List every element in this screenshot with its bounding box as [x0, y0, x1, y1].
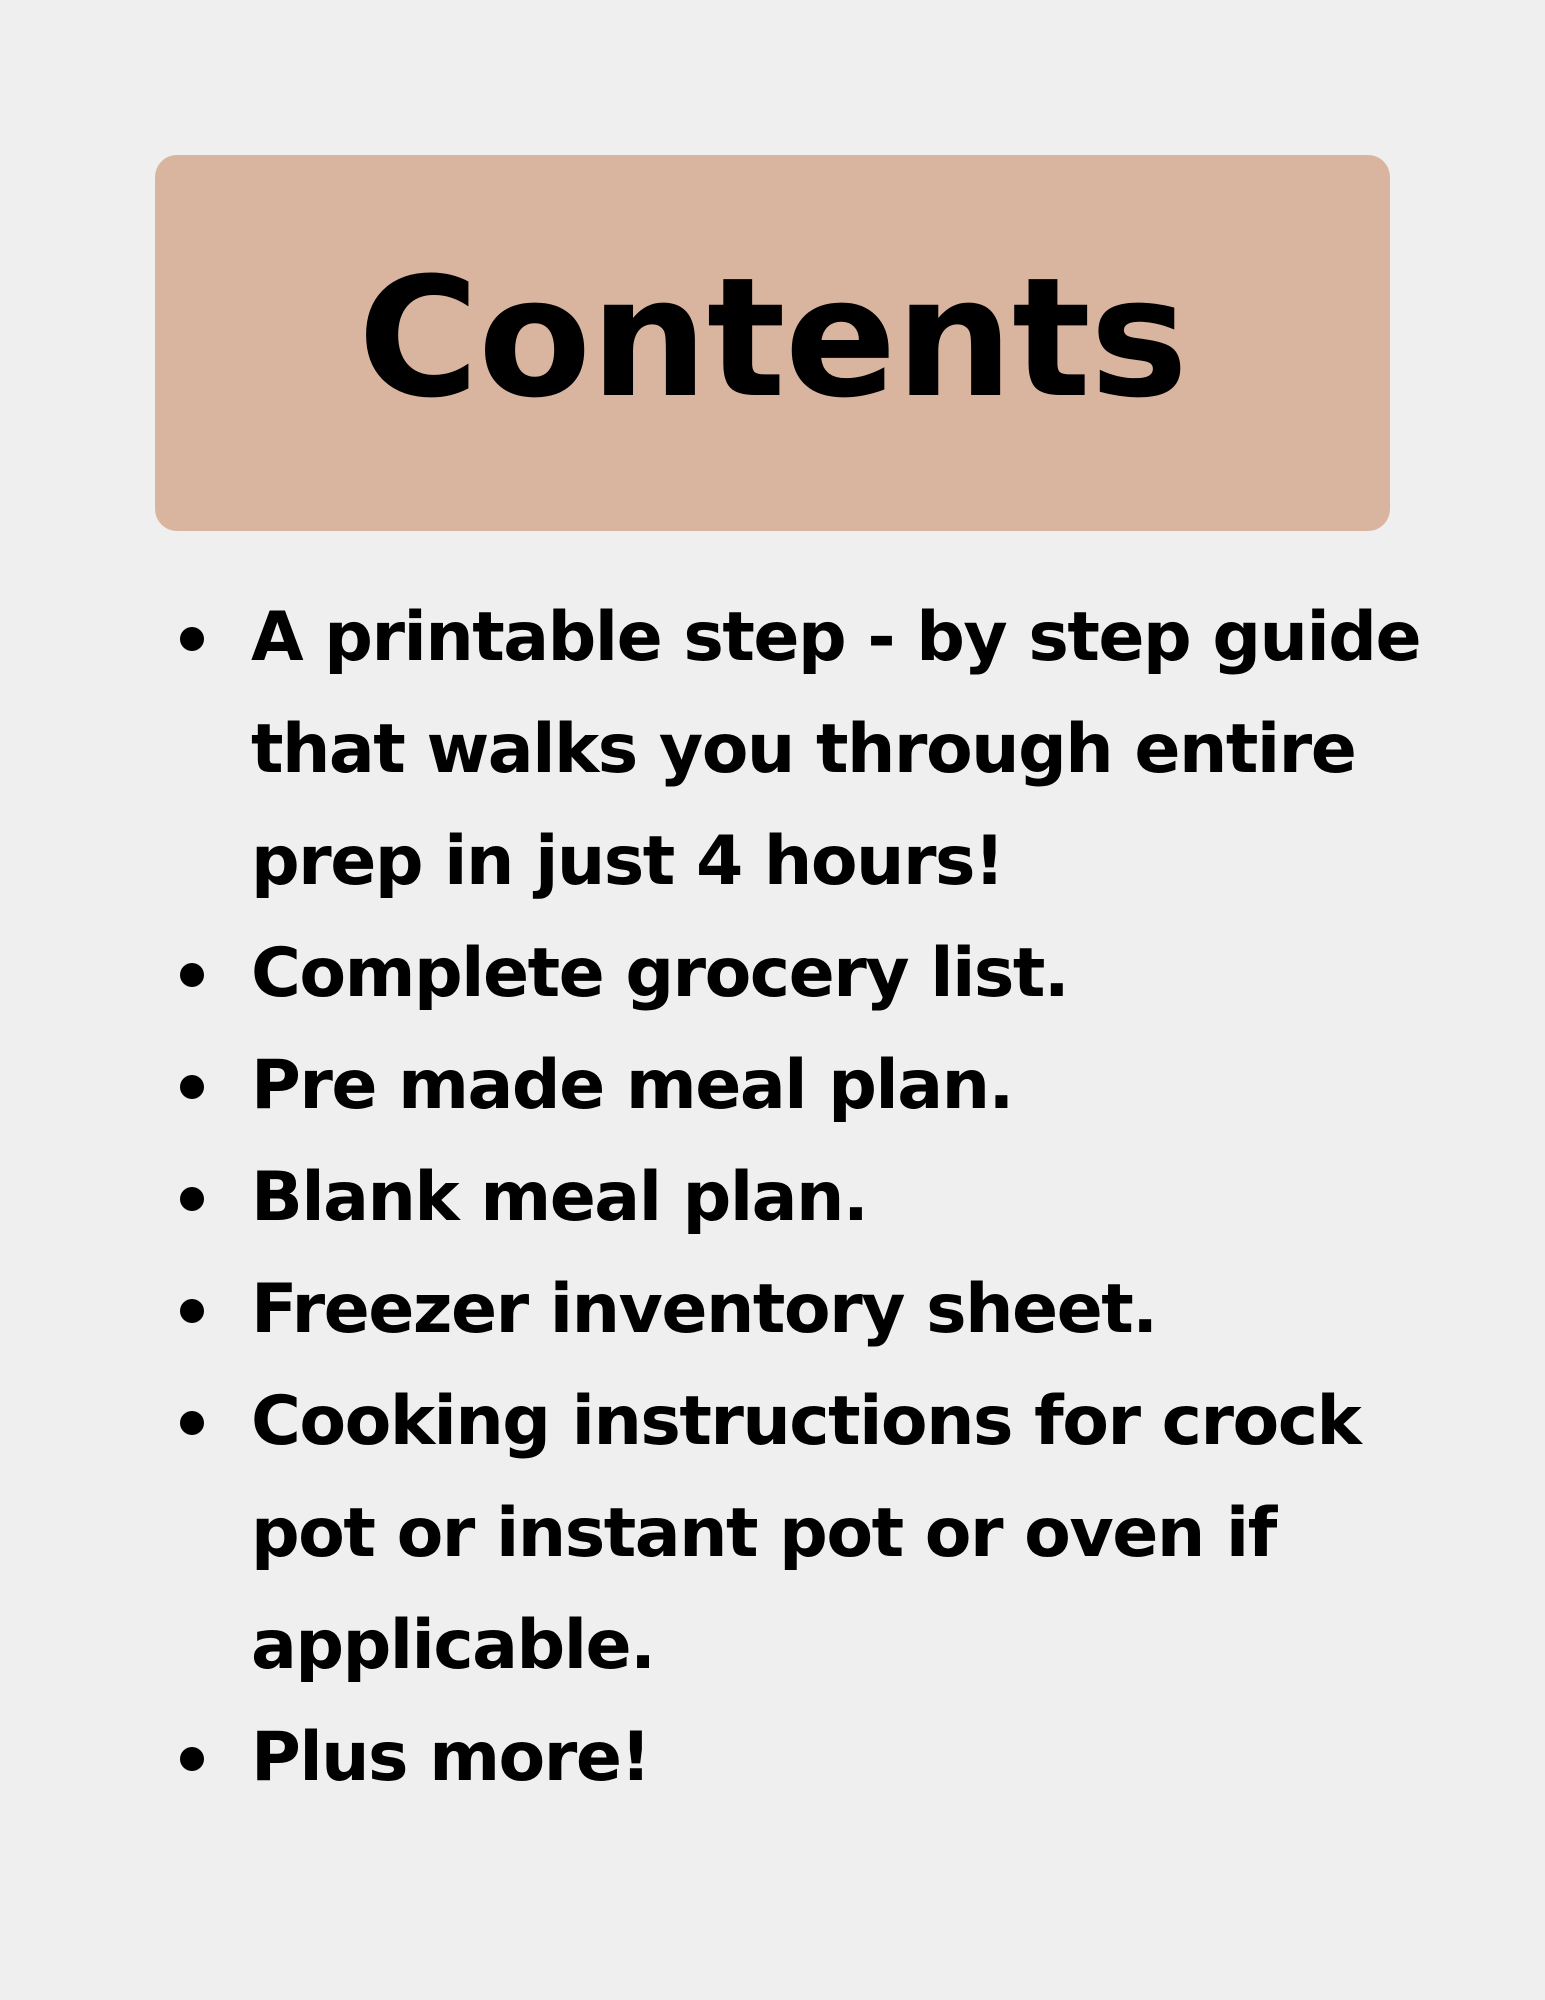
- item-line: Pre made meal plan.: [251, 1046, 1013, 1125]
- item-line: Blank meal plan.: [251, 1158, 868, 1237]
- list-item: [175, 1030, 1515, 1142]
- list-item: [175, 1142, 1515, 1254]
- bullet-icon: [180, 1075, 204, 1099]
- list-item: [175, 1702, 1515, 1814]
- bullet-icon: [180, 1187, 204, 1211]
- bullet-icon: [180, 1411, 204, 1435]
- item-line: prep in just 4 hours!: [251, 822, 1004, 901]
- page-title: Contents: [357, 241, 1188, 434]
- bullet-icon: [180, 1299, 204, 1323]
- list-item: [175, 1254, 1515, 1366]
- item-line: pot or instant pot or oven if: [251, 1494, 1276, 1573]
- item-line: applicable.: [251, 1606, 655, 1685]
- list-item: [175, 582, 1515, 918]
- item-line: Plus more!: [251, 1718, 650, 1797]
- list-item: [175, 1366, 1515, 1702]
- item-line: that walks you through entire: [251, 710, 1356, 789]
- bullet-icon: [180, 1747, 204, 1771]
- list-item: [175, 918, 1515, 1030]
- contents-list: [175, 582, 1515, 1814]
- bullet-icon: [180, 963, 204, 987]
- item-line: Cooking instructions for crock: [251, 1382, 1361, 1461]
- title-banner: [155, 155, 1390, 531]
- item-line: Freezer inventory sheet.: [251, 1270, 1157, 1349]
- item-line: A printable step - by step guide: [251, 598, 1421, 677]
- item-line: Complete grocery list.: [251, 934, 1069, 1013]
- bullet-icon: [180, 627, 204, 651]
